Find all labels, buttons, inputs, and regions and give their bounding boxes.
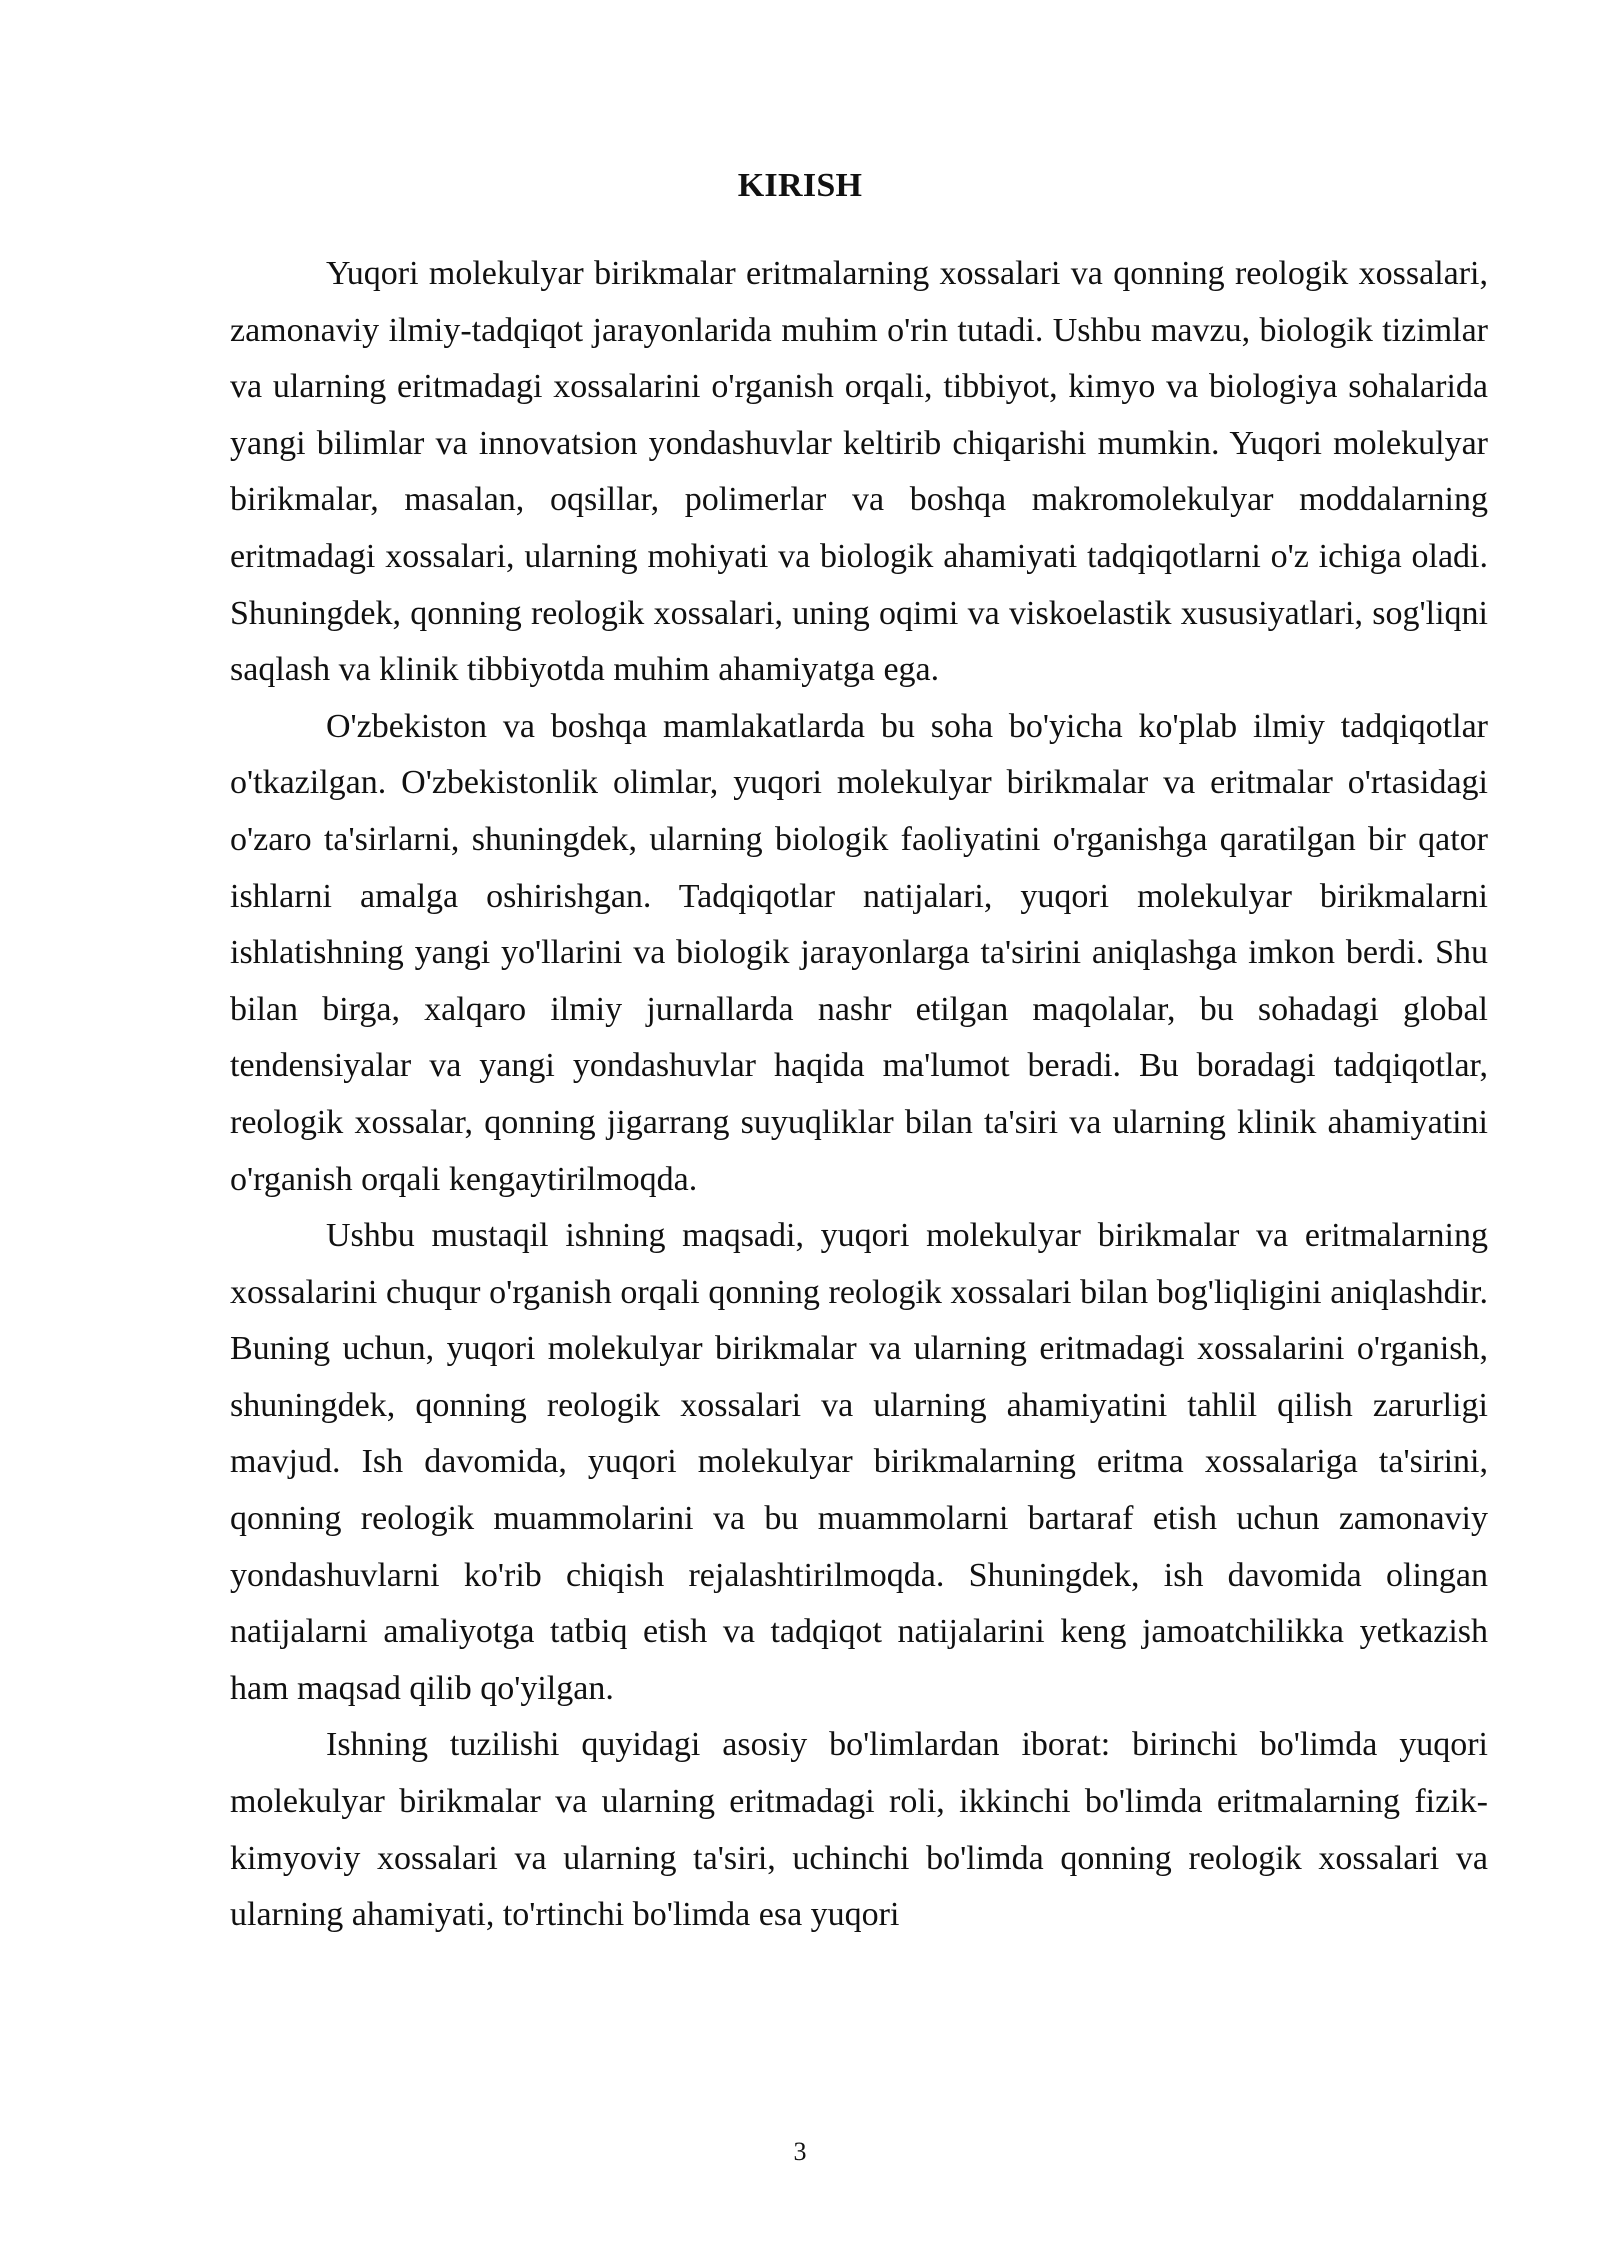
paragraph-1: Yuqori molekulyar birikmalar eritmalarning xossalari va qonning reologik xossalari, zamonaviy ilmiy-tadqiqot jarayonlarida muhim o'rin tutadi. Ushbu mavzu, biologik tizimlar va ularning eritmadagi xossalarini o'rganish orqali, tibbiyot, kimyo va biologiya sohalarida yangi bilimlar va innovatsion yondashuvlar keltirib chiqarishi mumkin. Yuqori molekulyar birikmalar, masalan, oqsillar, polimerlar va boshqa makromolekulyar moddalarning eritmadagi xossalari, ularning mohiyati va biologik ahamiyati tadqiqotlarni o'z ichiga oladi. Shuningdek, qonning reologik xossalari, uning oqimi va viskoelastik xususiyatlari, sog'liqni saqlash va klinik tibbiyotda muhim ahamiyatga ega. [230, 255, 1488, 689]
page-number: 3 [793, 2137, 807, 2166]
paragraph-4: Ishning tuzilishi quyidagi asosiy bo'limlardan iborat: birinchi bo'limda yuqori molekulyar birikmalar va ularning eritmadagi roli, ikkinchi bo'limda eritmalarning fizik-kimyoviy xossalari va ularning ta'siri, uchinchi bo'limda qonning reologik xossalari va ularning ahamiyati, to'rtinchi bo'limda esa yuqori [230, 1726, 1488, 1934]
paragraph-3: Ushbu mustaqil ishning maqsadi, yuqori molekulyar birikmalar va eritmalarning xossalarini chuqur o'rganish orqali qonning reologik xossalari bilan bog'liqligini aniqlashdir. Buning uchun, yuqori molekulyar birikmalar va ularning eritmadagi xossalarini o'rganish, shuningdek, qonning reologik xossalari va ularning ahamiyatini tahlil qilish zarurligi mavjud. Ish davomida, yuqori molekulyar birikmalarning eritma xossalariga ta'sirini, qonning reologik muammolarini va bu muammolarni bartaraf etish uchun zamonaviy yondashuvlarni ko'rib chiqish rejalashtirilmoqda. Shuningdek, ish davomida olingan natijalarni amaliyotga tatbiq etish va tadqiqot natijalarini keng jamoatchilikka yetkazish ham maqsad qilib qo'yilgan. [230, 1217, 1488, 1707]
paragraph-2: O'zbekiston va boshqa mamlakatlarda bu soha bo'yicha ko'plab ilmiy tadqiqotlar o'tkazilgan. O'zbekistonlik olimlar, yuqori molekulyar birikmalar va eritmalar o'rtasidagi o'zaro ta'sirlarni, shuningdek, ularning biologik faoliyatini o'rganishga qaratilgan bir qator ishlarni amalga oshirishgan. Tadqiqotlar natijalari, yuqori molekulyar birikmalarni ishlatishning yangi yo'llarini va biologik jarayonlarga ta'sirini aniqlashga imkon berdi. Shu bilan birga, xalqaro ilmiy jurnallarda nashr etilgan maqolalar, bu sohadagi global tendensiyalar va yangi yondashuvlar haqida ma'lumot beradi. Bu boradagi tadqiqotlar, reologik xossalar, qonning jigarrang suyuqliklar bilan ta'siri va ularning klinik ahamiyatini o'rganish orqali kengaytirilmoqda. [230, 707, 1488, 1198]
section-heading: KIRISH [737, 167, 863, 204]
body-text [230, 246, 1488, 1944]
